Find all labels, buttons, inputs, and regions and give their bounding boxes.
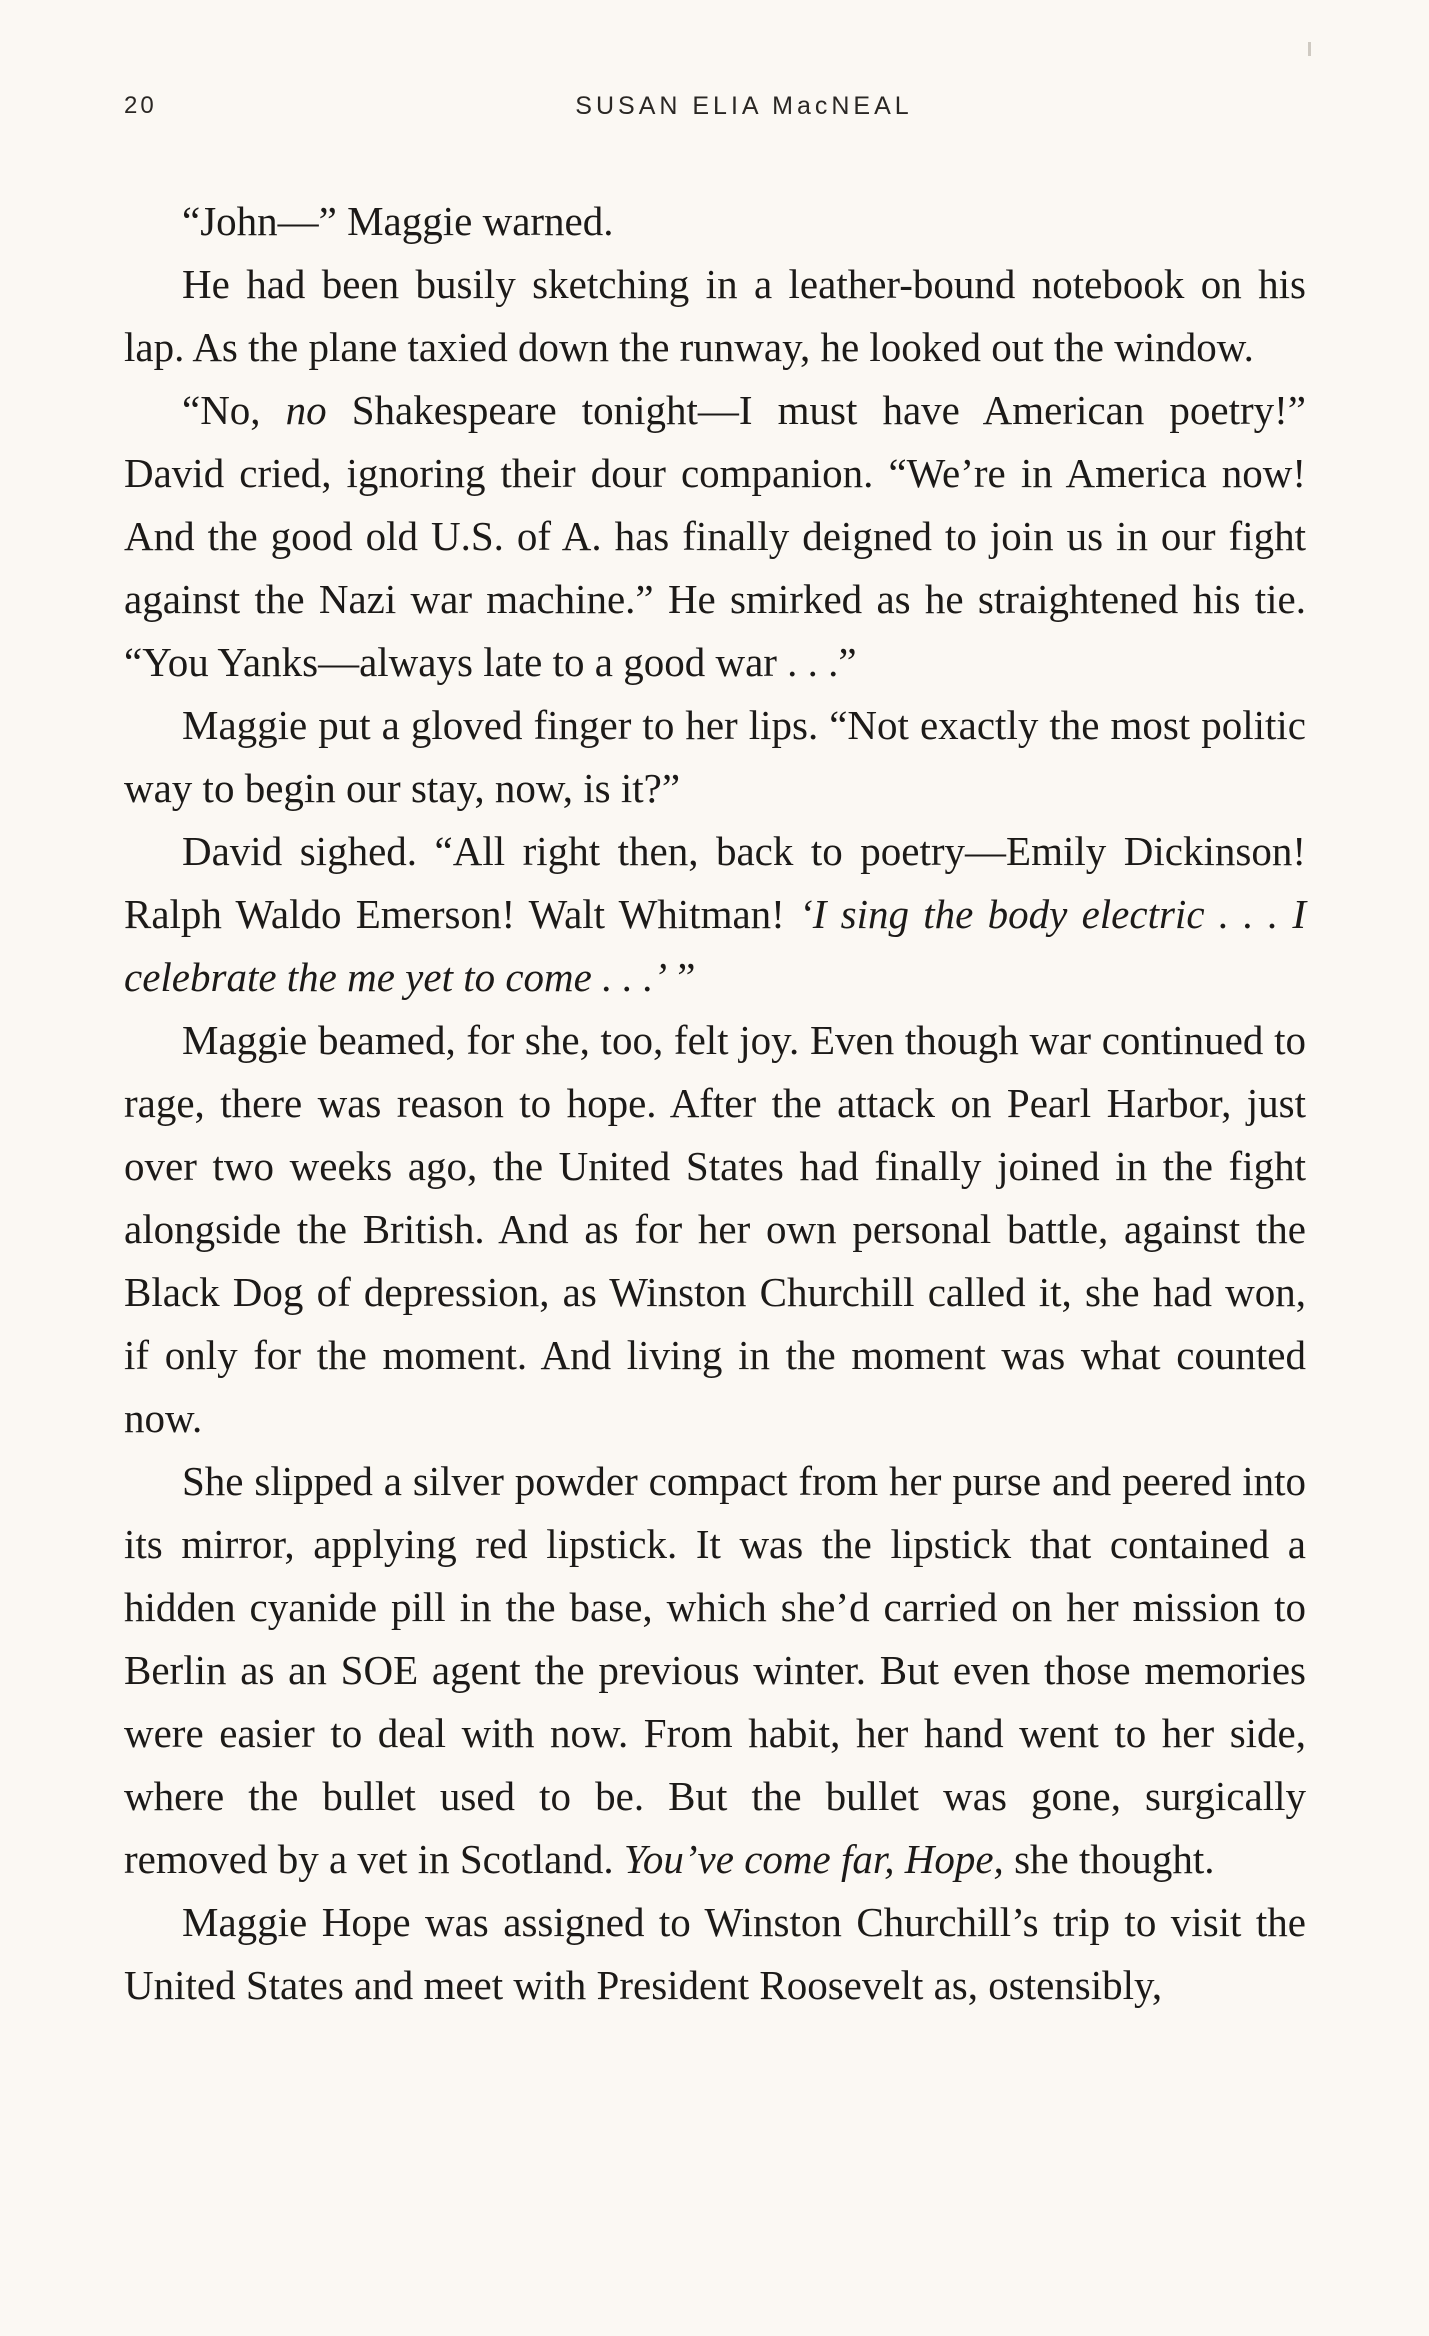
paragraph — [124, 1891, 1306, 2017]
italic-text: ‘I sing the body electric . . . I celebrate the me yet to come . . .’ — [124, 891, 1306, 1000]
paragraph — [124, 1450, 1306, 1891]
text-run: Maggie beamed, for she, too, felt joy. Even though war continued to rage, there was reason to hope. After the attack on Pearl Harbor, just over two weeks ago, the United States had finally joined in the fight alongside the British. And as for her own personal battle, against the Black Dog of depression, as Winston Churchill called it, she had won, if only for the moment. And living in the moment was what counted now. — [124, 1017, 1306, 1441]
text-run: “John—” Maggie warned. — [182, 198, 614, 244]
text-run: “No, — [182, 387, 286, 433]
scan-speck — [1308, 42, 1311, 56]
page-number: 20 — [124, 92, 157, 119]
text-run: She slipped a silver powder compact from her purse and peered into its mirror, applying red lipstick. It was the lipstick that contained a hidden cyanide pill in the base, which she’d carried on her mission to Berlin as an SOE agent the previous winter. But even those memories were easier to deal with now. From habit, her hand went to her side, where the bullet used to be. But the bullet was gone, surgically removed by a vet in Scotland. — [124, 1458, 1306, 1882]
text-run: ” — [667, 954, 696, 1000]
italic-text: You’ve come far, Hope, — [623, 1836, 1004, 1882]
page-header — [124, 92, 1304, 132]
text-run: Shakespeare tonight—I must have American poetry!” David cried, ignoring their dour companion. “We’re in America now! And the good old U.S. of A. has finally deigned to join us in our fight against the Nazi war machine.” He smirked as he straightened his tie. “You Yanks—always late to a good war . . .” — [124, 387, 1306, 685]
text-run: she thought. — [1003, 1836, 1215, 1882]
text-run: He had been busily sketching in a leather-bound notebook on his lap. As the plane taxied down the runway, he looked out the window. — [124, 261, 1306, 370]
running-head-author: SUSAN ELIA MacNEAL — [575, 92, 913, 120]
paragraph — [124, 694, 1306, 820]
paragraph — [124, 190, 1306, 253]
italic-text: no — [285, 387, 327, 433]
text-run: Maggie Hope was assigned to Winston Churchill’s trip to visit the United States and meet with President Roosevelt as, ostensibly, — [124, 1899, 1306, 2008]
text-run: Maggie put a gloved finger to her lips. “Not exactly the most politic way to begin our stay, now, is it?” — [124, 702, 1306, 811]
text-run: David sighed. “All right then, back to poetry—Emily Dickinson! Ralph Waldo Emerson! Walt Whitman! — [124, 828, 1306, 937]
paragraph — [124, 820, 1306, 1009]
paragraph — [124, 1009, 1306, 1450]
body-text — [124, 190, 1306, 2017]
paragraph — [124, 253, 1306, 379]
paragraph — [124, 379, 1306, 694]
